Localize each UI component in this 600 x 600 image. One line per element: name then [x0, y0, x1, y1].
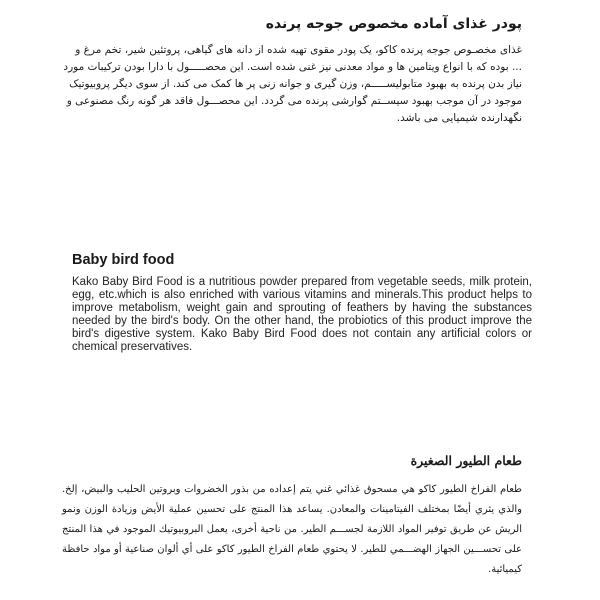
arabic-section — [62, 452, 522, 580]
persian-description: غذای مخصـوص جوجه پرنده کاکو، یک پودر مقوی تهیه شده از دانه های گیاهی، پروتئین شیر، تخم مرغ و ... بوده که با انواع ویتامین ها و مواد معدنی نیز غنی شده است. این محصـــــول با دارا بودن ترکیبات مورد نیاز بدن پرنده به بهبود متابولیســـــم، وزن گیری و جوانه زنی پر ها کمک می کند. از سوی دیگر پروبیوتیک موجود در آن موجب بهبود سیســتم گوارشی پرنده می گردد. این محصـــول فاقد هر گونه رنگ مصنوعی و نگهدارنده شیمیایی می باشد. — [63, 44, 522, 124]
arabic-title: طعام الطيور الصغيرة — [410, 453, 522, 468]
english-description: Kako Baby Bird Food is a nutritious powder prepared from vegetable seeds, milk protein, egg, etc.which is also enriched with various vitamins and minerals.This product helps to improve metabolism, weight gain and sprouting of feathers by having the substances needed by the bird's body. On the other hand, the probiotics of this product improve the bird's digestive system. Kako Baby Bird Food does not contain any artificial colors or chemical preservatives. — [72, 276, 532, 353]
english-title: Baby bird food — [72, 252, 175, 268]
arabic-description: طعام الفراخ الطيور كاكو هي مسحوق غذائي غني يتم إعداده من بذور الخضروات وبروتين الحليب والبيض، إلخ. والذي يثري أيضًا بمختلف الفيتامينات والمعادن. يساعد هذا المنتج على تحسين عملية الأيض وزيادة الوزن ونمو الريش عن طريق توفير المواد اللازمة لجســـم الطير. من ناحية أخرى، يعمل البروبيوتيك الموجود في هذا المنتج على تحســـين الجهاز الهضـــمي للطير. لا يحتوي طعام الفراخ الطيور كاكو على أي ألوان صناعية أو مواد حافظة كيميائية. — [62, 484, 522, 575]
english-section — [72, 250, 532, 354]
persian-section — [62, 14, 522, 127]
persian-title: پودر غذای آماده مخصوص جوجه پرنده — [265, 16, 522, 32]
